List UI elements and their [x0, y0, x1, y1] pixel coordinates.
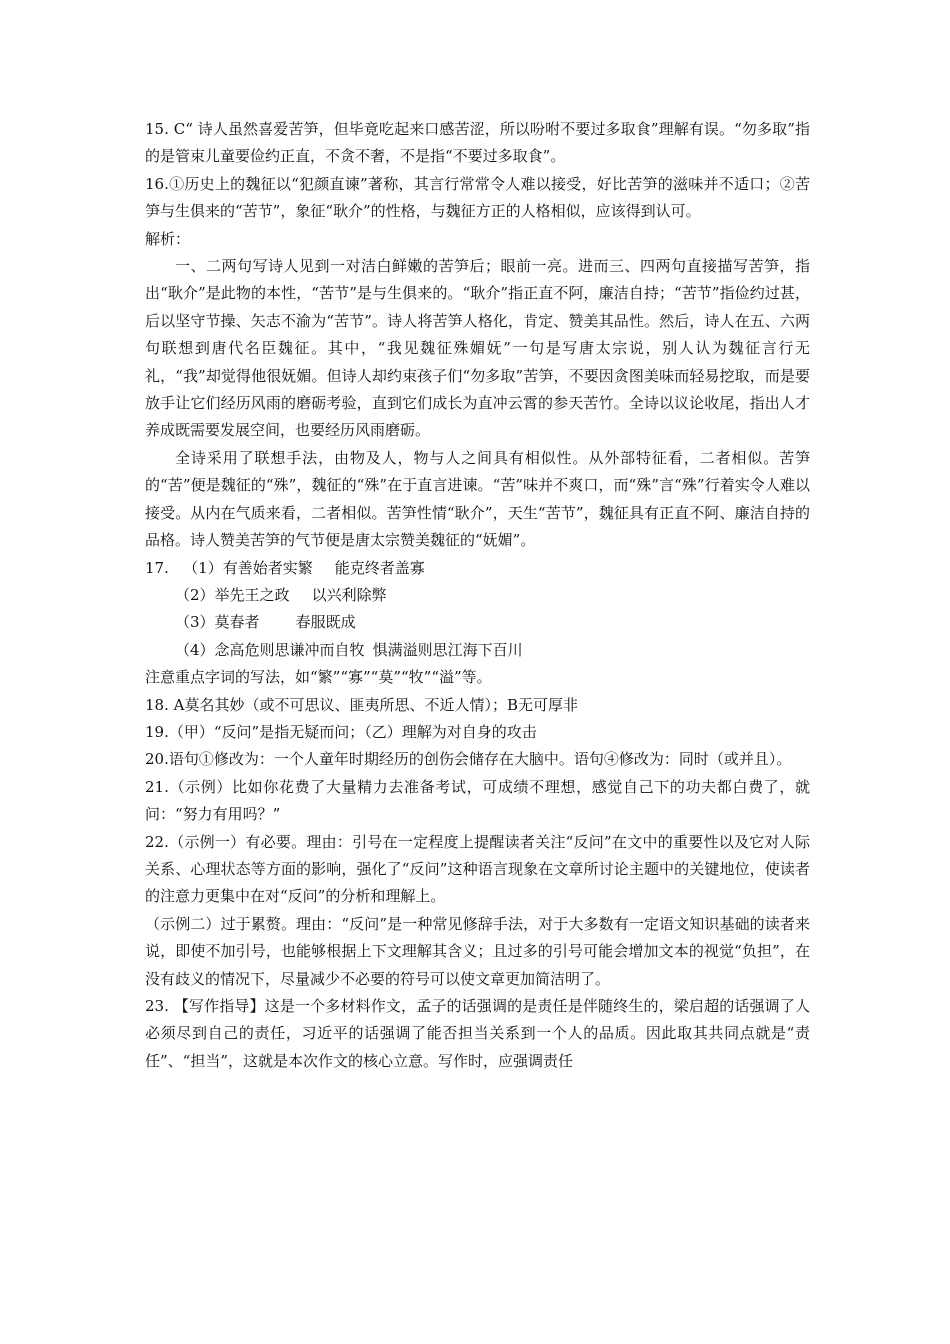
- answer-20: 20.语句①修改为：一个人童年时期经历的创伤会储存在大脑中。语句④修改为：同时（或并且）。: [145, 750, 792, 769]
- answer-23: 23. 【写作指导】这是一个多材料作文，孟子的话强调的是责任是伴随终生的，梁启超的话强调了人必须尽到自己的责任，习近平的话强调了能否担当关系到一个人的品质。因此取其共同点就是“责任”、“担当”，这就是本次作文的核心立意。写作时，应强调责任: [145, 997, 810, 1070]
- answer-15: 15. C“ 诗人虽然喜爱苦笋，但毕竟吃起来口感苦涩，所以吩咐不要过多取食”理解有误。“勿多取”指的是管束儿童要俭约正直，不贪不奢，不是指“不要过多取食”。: [145, 120, 810, 166]
- analysis-paragraph-2: 全诗采用了联想手法，由物及人，物与人之间具有相似性。从外部特征看，二者相似。苦笋的“苦”便是魏征的“殊”，魏征的“殊”在于直言进谏。“苦”味并不爽口，而“殊”言“殊”行着实令人难以接受。从内在气质来看，二者相似。苦笋性情“耿介”，天生“苦节”，魏征具有正直不阿、廉洁自持的品格。诗人赞美苦笋的气节便是唐太宗赞美魏征的“妩媚”。: [145, 448, 810, 550]
- analysis-paragraph-1: 一、二两句写诗人见到一对洁白鲜嫩的苦笋后；眼前一亮。进而三、四两句直接描写苦笋，指出“耿介”是此物的本性，“苦节”是与生俱来的。“耿介”指正直不阿，廉洁自持；“苦节”指俭约过甚，后以坚守节操、矢志不渝为“苦节”。诗人将苦笋人格化，肯定、赞美其品性。然后，诗人在五、六两句联想到唐代名臣魏征。其中，“我见魏征殊媚妩”一句是写唐太宗说，别人认为魏征言行无礼，“我”却觉得他很妩媚。但诗人却约束孩子们“勿多取”苦笋，不要因贪图美味而轻易挖取，而是要放手让它们经历风雨的磨砺考验，直到它们成长为直冲云霄的参天苦竹。全诗以议论收尾，指出人才养成既需要发展空间，也要经历风雨磨砺。: [145, 257, 810, 440]
- answer-17-item-3: [145, 609, 810, 636]
- answer-22-example-1: 22.（示例一）有必要。理由：引号在一定程度上提醒读者关注“反问”在文中的重要性以及它对人际关系、心理状态等方面的影响，强化了“反问”这种语言现象在文章所讨论主题中的关键地位，使读者的注意力更集中在对“反问”的分析和理解上。: [145, 832, 810, 906]
- item-index: （1）: [183, 558, 223, 577]
- answer-17-number: 17.: [145, 558, 169, 577]
- item-line-b: 能克终者盖寡: [334, 558, 425, 577]
- item-line-a: 举先王之政: [214, 585, 290, 604]
- item-index: （4）: [175, 640, 215, 659]
- item-line-b: 春服既成: [295, 613, 356, 632]
- answer-17-item-2: [145, 582, 810, 609]
- answer-18: 18. A莫名其妙（或不可思议、匪夷所思、不近人情）；B无可厚非: [145, 695, 578, 714]
- item-line-a: 有善始者实繁: [222, 558, 313, 577]
- item-line-a: 念高危则思谦冲而自牧: [214, 640, 365, 659]
- answer-17-item-4: [145, 637, 810, 664]
- item-line-a: 莫春者: [214, 613, 260, 632]
- answer-17-note: 注意重点字词的写法，如“繁”“寡”“莫”“牧”“溢”等。: [145, 668, 492, 687]
- answer-document: [145, 116, 810, 1075]
- item-index: （2）: [175, 585, 215, 604]
- answer-19: 19.（甲）“反问”是指无疑而问；（乙）理解为对自身的攻击: [145, 722, 537, 741]
- answer-16: 16.①历史上的魏征以“犯颜直谏”著称，其言行常常令人难以接受，好比苦笋的滋味并不适口；②苦笋与生俱来的“苦节”，象征“耿介”的性格，与魏征方正的人格相似，应该得到认可。: [145, 174, 810, 221]
- item-line-b: 以兴利除弊: [311, 585, 387, 604]
- analysis-label: 解析：: [145, 229, 191, 248]
- answer-17-item-1: [145, 555, 810, 582]
- item-line-b: 惧满溢则思江海下百川: [372, 640, 523, 659]
- answer-22-example-2: （示例二）过于累赘。理由：“反问”是一种常见修辞手法，对于大多数有一定语文知识基础的读者来说，即使不加引号，也能够根据上下文理解其含义；且过多的引号可能会增加文本的视觉“负担”，在没有歧义的情况下，尽量减少不必要的符号可以使文章更加简洁明了。: [145, 914, 810, 988]
- item-index: （3）: [175, 613, 215, 632]
- answer-21: 21.（示例）比如你花费了大量精力去准备考试，可成绩不理想，感觉自己下的功夫都白费了，就问：“努力有用吗？”: [145, 777, 810, 824]
